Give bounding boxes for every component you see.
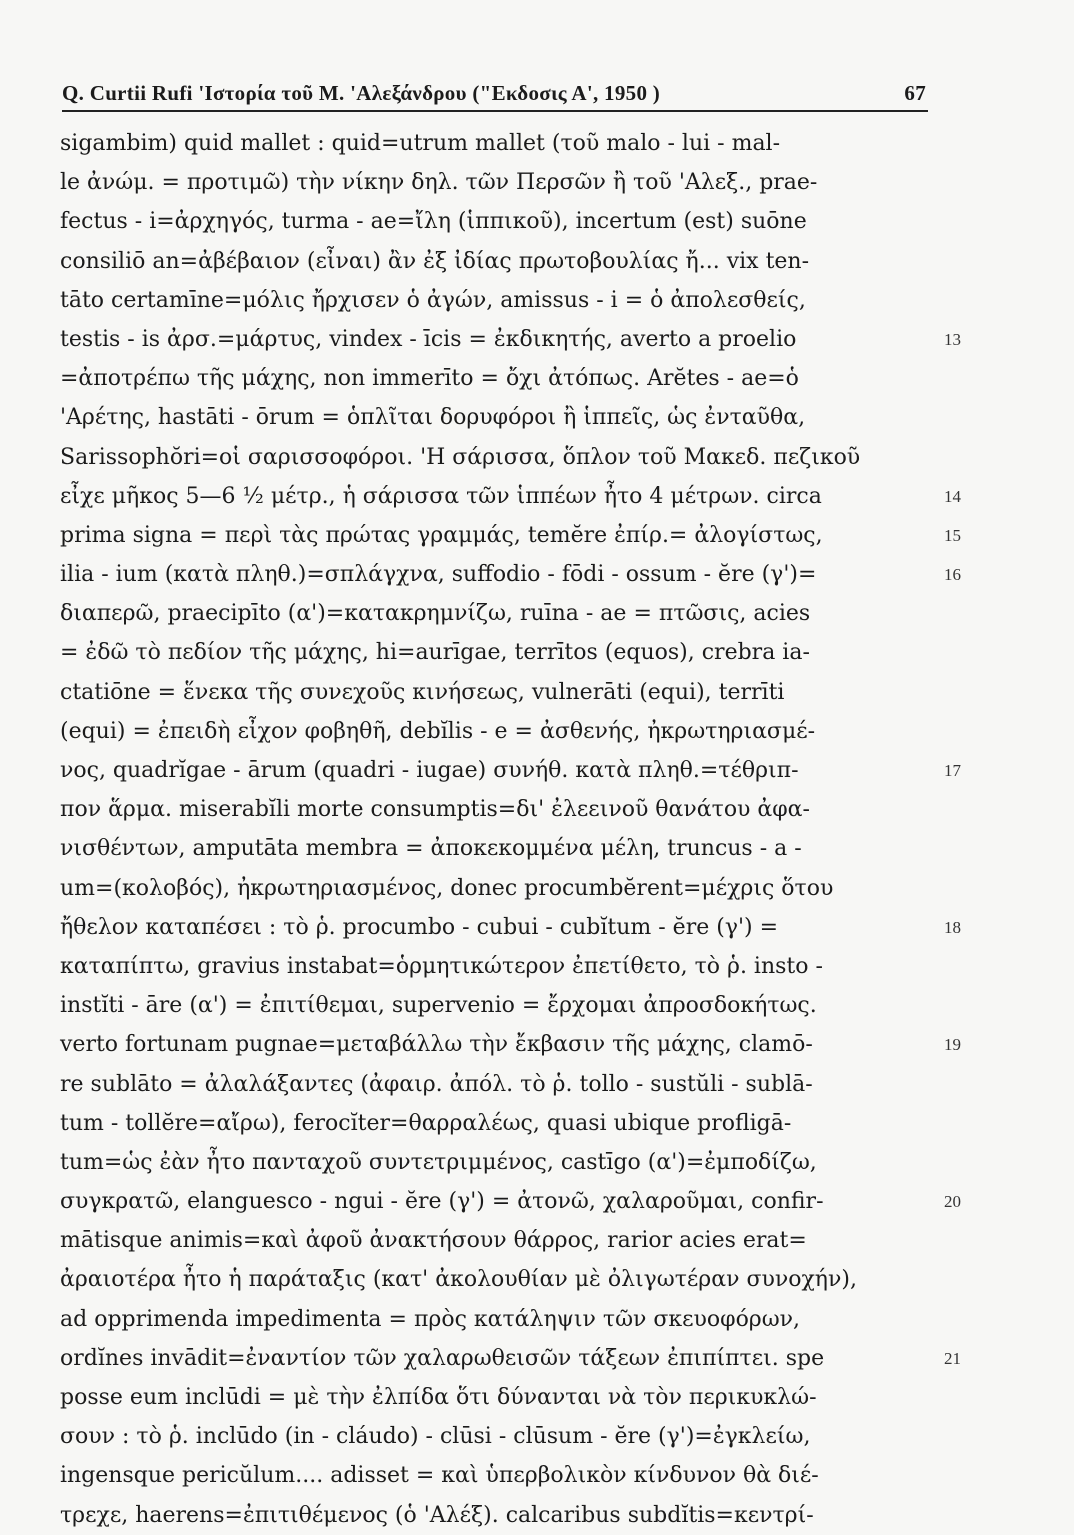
text-line bbox=[60, 124, 932, 163]
text-line bbox=[60, 908, 961, 947]
line-text: ingensque pericŭlum.... adisset = καὶ ὑπερβολικὸν κίνδυνον θὰ διέ- bbox=[60, 1463, 819, 1489]
text-line bbox=[60, 1496, 932, 1535]
margin-line-number: 13 bbox=[944, 329, 961, 349]
page-number: 67 bbox=[904, 81, 926, 105]
text-line bbox=[60, 202, 932, 241]
line-text: ctatiōne = ἕνεκα τῆς συνεχοῦς κινήσεως, vulnerāti (equi), terrīti bbox=[60, 679, 785, 705]
text-line bbox=[60, 829, 932, 868]
line-text: sigambim) quid mallet : quid=utrum mallet (τοῦ malo - lui - mal- bbox=[60, 131, 781, 156]
line-text: instĭti - āre (α') = ἐπιτίθεμαι, supervenio = ἔρχομαι ἀπροσδοκήτως. bbox=[60, 993, 817, 1019]
line-text: testis - is ἀρσ.=μάρτυς, vindex - īcis = ἐκδικητής, averto a proelio bbox=[60, 326, 797, 352]
text-line bbox=[60, 1300, 932, 1339]
text-line bbox=[60, 947, 932, 986]
text-line bbox=[60, 1456, 932, 1495]
line-text: 'Αρέτης, hastāti - ōrum = ὁπλῖται δορυφόροι ἢ ἱππεῖς, ὡς ἐνταῦθα, bbox=[60, 405, 806, 431]
text-line bbox=[60, 555, 961, 594]
line-text: (equi) = ἐπειδὴ εἶχον φοβηθῆ, debĭlis - e = ἀσθενής, ἠκρωτηριασμέ- bbox=[60, 718, 816, 744]
line-text: tum=ὡς ἐὰν ἦτο πανταχοῦ συντετριμμένος, castīgo (α')=ἐμποδίζω, bbox=[60, 1149, 817, 1175]
line-text: re sublāto = ἀλαλάξαντες (ἀφαιρ. ἀπόλ. τὸ ῥ. tollo - sustŭli - sublā- bbox=[60, 1071, 813, 1097]
line-text: συγκρατῶ, elanguesco - ngui - ĕre (γ') = ἀτονῶ, χαλαροῦμαι, confir- bbox=[60, 1189, 824, 1215]
line-text: ἀραιοτέρα ἦτο ἡ παράταξις (κατ' ἀκολουθίαν μὲ ὀλιγωτέραν συνοχήν), bbox=[60, 1267, 857, 1293]
text-line bbox=[60, 242, 932, 281]
line-text: νος, quadrĭgae - ārum (quadri - iugae) συνήθ. κατὰ πληθ.=τέθριπ- bbox=[60, 758, 799, 783]
line-text: posse eum inclūdi = μὲ τὴν ἐλπίδα ὅτι δύνανται νὰ τὸν περικυκλώ- bbox=[60, 1385, 817, 1410]
text-line bbox=[60, 1104, 932, 1143]
line-text: tum - tollĕre=αἴρω), ferocĭter=θαρραλέως, quasi ubique profligā- bbox=[60, 1110, 792, 1136]
text-line bbox=[60, 1378, 932, 1417]
line-text: τρεχε, haerens=ἐπιτιθέμενος (ὁ 'Αλέξ). calcaribus subdĭtis=κεντρί- bbox=[60, 1502, 814, 1528]
line-text: ad opprimenda impedimenta = πρὸς κατάληψιν τῶν σκευοφόρων, bbox=[60, 1306, 801, 1332]
line-text: =ἀποτρέπω τῆς μάχης, non immerīto = ὄχι ἀτόπως. Arĕtes - ae=ὁ bbox=[60, 366, 799, 392]
line-text: καταπίπτω, gravius instabat=ὁρμητικώτερον ἐπετίθετο, τὸ ῥ. insto - bbox=[60, 953, 823, 979]
line-text: consiliō an=ἀβέβαιον (εἶναι) ἂν ἐξ ἰδίας πρωτοβουλίας ἤ... vix ten- bbox=[60, 248, 810, 274]
margin-line-number: 21 bbox=[944, 1348, 961, 1368]
margin-line-number: 17 bbox=[944, 761, 961, 780]
line-text: fectus - i=ἀρχηγός, turma - ae=ἴλη (ἱππικοῦ), incertum (est) suōne bbox=[60, 209, 807, 235]
margin-line-number: 20 bbox=[944, 1192, 961, 1212]
margin-line-number: 19 bbox=[944, 1035, 961, 1055]
text-line bbox=[60, 1260, 932, 1299]
text-line bbox=[60, 1221, 932, 1260]
text-line bbox=[60, 673, 932, 712]
text-line bbox=[60, 1417, 932, 1456]
line-text: νισθέντων, amputāta membra = ἀποκεκομμένα μέλη, truncus - a - bbox=[60, 836, 802, 862]
text-line bbox=[60, 320, 961, 359]
margin-line-number: 18 bbox=[944, 917, 961, 937]
line-text: = ἐδῶ τὸ πεδίον τῆς μάχης, hi=aurīgae, terrītos (equos), crebra ia- bbox=[60, 640, 810, 666]
text-line bbox=[60, 594, 932, 633]
text-line bbox=[60, 869, 932, 908]
line-text: mātisque animis=καὶ ἀφοῦ ἀνακτήσουν θάρρος, rarior acies erat= bbox=[60, 1228, 807, 1254]
text-line bbox=[60, 516, 961, 555]
running-header bbox=[62, 72, 928, 112]
text-line bbox=[60, 359, 932, 398]
text-line bbox=[60, 163, 932, 202]
margin-line-number: 14 bbox=[944, 486, 961, 506]
line-text: tāto certamīne=μόλις ἤρχισεν ὁ ἀγών, amissus - i = ὁ ἀπολεσθείς, bbox=[60, 287, 806, 313]
line-text: διαπερῶ, praecipīto (α')=κατακρημνίζω, ruīna - ae = πτῶσις, acies bbox=[60, 601, 811, 627]
text-line bbox=[60, 1339, 961, 1378]
text-line bbox=[60, 790, 932, 829]
line-text: um=(κολοβός), ἠκρωτηριασμένος, donec procumbĕrent=μέχρις ὅτου bbox=[60, 875, 834, 901]
text-line bbox=[60, 398, 932, 437]
line-text: ilia - ium (κατὰ πληθ.)=σπλάγχνα, suffodio - fōdi - ossum - ĕre (γ')= bbox=[60, 562, 817, 588]
text-line bbox=[60, 477, 961, 516]
line-text: le ἀνώμ. = προτιμῶ) τὴν νίκην δηλ. τῶν Περσῶν ἢ τοῦ 'Αλεξ., prae- bbox=[60, 170, 818, 196]
line-text: ordĭnes invādit=ἐναντίον τῶν χαλαρωθεισῶν τάξεων ἐπιπίπτει. spe bbox=[60, 1345, 825, 1371]
line-text: σουν : τὸ ῥ. inclūdo (in - cláudo) - clūsi - clūsum - ĕre (γ')=ἐγκλείω, bbox=[60, 1424, 811, 1450]
text-line bbox=[60, 281, 932, 320]
text-line bbox=[60, 1025, 961, 1064]
line-text: verto fortunam pugnae=μεταβάλλω τὴν ἔκβασιν τῆς μάχης, clamō- bbox=[60, 1032, 813, 1058]
text-line bbox=[60, 438, 932, 477]
margin-line-number: 15 bbox=[944, 525, 961, 545]
line-text: Sarissophŏri=οἱ σαρισσοφόροι. 'Η σάρισσα, ὅπλον τοῦ Μακεδ. πεζικοῦ bbox=[60, 444, 861, 470]
text-line bbox=[60, 1143, 932, 1182]
header-title: Q. Curtii Rufi 'Ιστορία τοῦ Μ. 'Αλεξάνδρου ("Εκδοσις Α', 1950 ) bbox=[62, 81, 661, 105]
text-line bbox=[60, 633, 932, 672]
text-line bbox=[60, 1182, 961, 1221]
line-text: ἤθελον καταπέσει : τὸ ῥ. procumbo - cubui - cubĭtum - ĕre (γ') = bbox=[60, 914, 779, 940]
line-text: prima signa = περὶ τὰς πρώτας γραμμάς, temĕre ἐπίρ.= ἀλογίστως, bbox=[60, 522, 823, 548]
line-text: εἶχε μῆκος 5—6 ½ μέτρ., ἡ σάρισσα τῶν ἱππέων ἦτο 4 μέτρων. circa bbox=[60, 483, 822, 509]
text-line bbox=[60, 1065, 932, 1104]
line-text: πον ἅρμα. miserabĭli morte consumptis=δι' ἐλεεινοῦ θανάτου ἀφα- bbox=[60, 797, 810, 823]
text-line bbox=[60, 986, 932, 1025]
text-body bbox=[60, 124, 961, 1535]
margin-line-number: 16 bbox=[944, 565, 961, 585]
text-line bbox=[60, 712, 932, 751]
text-line bbox=[60, 751, 961, 790]
